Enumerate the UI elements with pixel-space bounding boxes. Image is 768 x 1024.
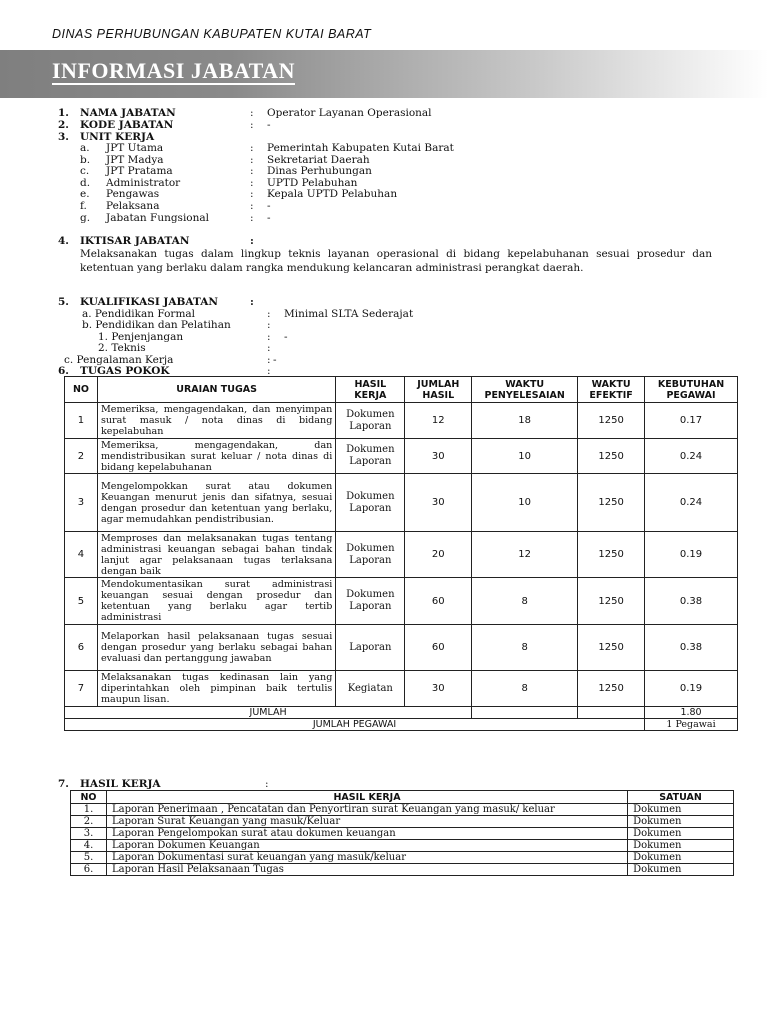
unit-label: JPT Pratama xyxy=(106,165,173,178)
table-row xyxy=(65,439,738,474)
colon: : xyxy=(265,778,269,790)
cell-uraian: Memproses dan melaksanakan tugas tentang administrasi keuangan sebagai bahan tindak lanjut agar pelaksanaan tugas terlaksana dengan baik xyxy=(97,532,335,578)
cell-no: 1 xyxy=(65,403,98,439)
cell-uraian: Mengelompokkan surat atau dokumen Keuangan menurut jenis dan sifatnya, sesuai dengan prosedur dan ketentuan yang berlaku, agar memudahkan pendistribusian. xyxy=(97,474,335,532)
penjenjangan-label: 1. Penjenjangan xyxy=(98,331,184,343)
pengalaman-value: - xyxy=(273,354,277,366)
kualifikasi-num: 5. xyxy=(58,296,69,308)
unit-letter: b. xyxy=(80,153,91,166)
cell-jumlah: 30 xyxy=(405,474,472,532)
colon: : xyxy=(250,142,254,154)
cell-waktu: 8 xyxy=(472,625,578,671)
cell-waktu: 8 xyxy=(472,578,578,625)
cell-efektif: 1250 xyxy=(578,439,645,474)
unit-value: Dinas Perhubungan xyxy=(267,165,372,178)
colon: : xyxy=(250,119,254,131)
tugas-pokok-table xyxy=(64,376,738,731)
col-no: NO xyxy=(65,377,98,403)
cell-hasil-kerja: Laporan Dokumentasi surat keuangan yang masuk/keluar xyxy=(106,852,627,864)
unit-num: 3. xyxy=(58,131,69,143)
unit-value: - xyxy=(267,211,271,224)
cell-uraian: Melaporkan hasil pelaksanaan tugas sesuai dengan prosedur yang berlaku sebagai bahan evaluasi dan pertanggung jawaban xyxy=(97,625,335,671)
unit-letter: f. xyxy=(80,200,87,212)
jumlah-pegawai-label: JUMLAH PEGAWAI xyxy=(65,719,645,731)
ikhtisar-label: IKTISAR JABATAN xyxy=(80,235,190,247)
cell-waktu: 12 xyxy=(472,532,578,578)
cell-no: 7 xyxy=(65,671,98,707)
empty-cell xyxy=(578,707,645,719)
col-hasil-kerja: HASIL KERJA xyxy=(106,791,627,804)
cell-kebutuhan: 0.19 xyxy=(645,532,738,578)
cell-hasil: Dokumen Laporan xyxy=(336,578,405,625)
jumlah-row xyxy=(65,707,738,719)
cell-efektif: 1250 xyxy=(578,625,645,671)
cell-no: 4. xyxy=(71,840,107,852)
org-header: DINAS PERHUBUNGAN KABUPATEN KUTAI BARAT xyxy=(52,27,372,41)
table-row xyxy=(71,840,734,852)
pendidikan-formal-label: a. Pendidikan Formal xyxy=(82,308,196,320)
cell-waktu: 10 xyxy=(472,439,578,474)
kode-label: KODE JABATAN xyxy=(80,119,174,131)
col-uraian: URAIAN TUGAS xyxy=(97,377,335,403)
unit-label: Pelaksana xyxy=(106,200,160,212)
table-header-row xyxy=(71,791,734,804)
cell-satuan: Dokumen xyxy=(628,852,734,864)
unit-letter: a. xyxy=(80,142,90,154)
table-row xyxy=(65,403,738,439)
colon: : xyxy=(250,211,254,224)
cell-jumlah: 20 xyxy=(405,532,472,578)
diklat-label: b. Pendidikan dan Pelatihan xyxy=(82,319,231,331)
cell-no: 6. xyxy=(71,864,107,876)
cell-no: 2. xyxy=(71,816,107,828)
table-row xyxy=(71,828,734,840)
unit-label: Pengawas xyxy=(106,188,160,201)
unit-label: Administrator xyxy=(106,176,181,189)
unit-letter: e. xyxy=(80,188,90,201)
table-row xyxy=(65,532,738,578)
cell-hasil-kerja: Laporan Surat Keuangan yang masuk/Keluar xyxy=(106,816,627,828)
cell-hasil-kerja: Laporan Penerimaan , Pencatatan dan Penyortiran surat Keuangan yang masuk/ keluar xyxy=(106,804,627,816)
unit-letter: c. xyxy=(80,165,90,178)
table-row xyxy=(65,625,738,671)
cell-efektif: 1250 xyxy=(578,532,645,578)
cell-efektif: 1250 xyxy=(578,671,645,707)
unit-label: JPT Utama xyxy=(106,142,164,154)
cell-waktu: 8 xyxy=(472,671,578,707)
table-row xyxy=(71,816,734,828)
kode-value: - xyxy=(267,119,271,131)
hasil-kerja-label: HASIL KERJA xyxy=(80,778,161,790)
colon: : xyxy=(267,319,271,331)
unit-letter: g. xyxy=(80,211,91,224)
jumlah-value: 1.80 xyxy=(645,707,738,719)
unit-letter: d. xyxy=(80,176,91,189)
cell-kebutuhan: 0.19 xyxy=(645,671,738,707)
ikhtisar-text: Melaksanakan tugas dalam lingkup teknis layanan operasional di bidang kepelabuhanan sesuai prosedur dan ketentuan yang berlaku dalam rangka mendukung kelancaran administrasi perangkat daerah. xyxy=(80,248,712,274)
cell-hasil: Laporan xyxy=(336,625,405,671)
colon: : xyxy=(267,308,271,320)
cell-hasil-kerja: Laporan Pengelompokan surat atau dokumen keuangan xyxy=(106,828,627,840)
jumlah-pegawai-value: 1 Pegawai xyxy=(645,719,738,731)
table-row xyxy=(65,578,738,625)
cell-hasil: Dokumen Laporan xyxy=(336,532,405,578)
cell-satuan: Dokumen xyxy=(628,864,734,876)
nama-value: Operator Layanan Operasional xyxy=(267,107,432,119)
cell-hasil: Dokumen Laporan xyxy=(336,439,405,474)
page-title: INFORMASI JABATAN xyxy=(52,58,295,83)
cell-no: 5. xyxy=(71,852,107,864)
table-row xyxy=(71,804,734,816)
col-waktu: WAKTU PENYELESAIAN xyxy=(472,377,578,403)
unit-label: JPT Madya xyxy=(106,153,164,166)
cell-hasil-kerja: Laporan Dokumen Keuangan xyxy=(106,840,627,852)
colon: : xyxy=(250,176,254,189)
colon: : xyxy=(267,365,271,377)
colon: : xyxy=(250,153,254,166)
cell-no: 1. xyxy=(71,804,107,816)
hasil-kerja-table xyxy=(70,790,734,876)
cell-kebutuhan: 0.17 xyxy=(645,403,738,439)
kode-num: 2. xyxy=(58,119,69,131)
cell-satuan: Dokumen xyxy=(628,840,734,852)
col-no: NO xyxy=(71,791,107,804)
colon: : xyxy=(250,296,254,308)
cell-efektif: 1250 xyxy=(578,403,645,439)
cell-kebutuhan: 0.24 xyxy=(645,474,738,532)
cell-uraian: Memeriksa, mengagendakan, dan mendistribusikan surat keluar / nota dinas di bidang kepelabuhanan xyxy=(97,439,335,474)
colon: : xyxy=(267,342,271,354)
col-satuan: SATUAN xyxy=(628,791,734,804)
kualifikasi-label: KUALIFIKASI JABATAN xyxy=(80,296,218,308)
col-efektif: WAKTU EFEKTIF xyxy=(578,377,645,403)
cell-satuan: Dokumen xyxy=(628,816,734,828)
cell-no: 4 xyxy=(65,532,98,578)
penjenjangan-value: - xyxy=(284,331,288,343)
cell-efektif: 1250 xyxy=(578,578,645,625)
cell-kebutuhan: 0.38 xyxy=(645,578,738,625)
nama-num: 1. xyxy=(58,107,69,119)
table-row xyxy=(71,852,734,864)
nama-label: NAMA JABATAN xyxy=(80,107,176,119)
unit-label: Jabatan Fungsional xyxy=(106,211,210,224)
jumlah-label: JUMLAH xyxy=(65,707,472,719)
pengalaman-label: c. Pengalaman Kerja xyxy=(64,354,174,366)
table-header-row xyxy=(65,377,738,403)
cell-satuan: Dokumen xyxy=(628,804,734,816)
cell-uraian: Memeriksa, mengagendakan, dan menyimpan surat masuk / nota dinas di bidang kepelabuhan xyxy=(97,403,335,439)
tugas-label: TUGAS POKOK xyxy=(80,365,170,377)
unit-value: Sekretariat Daerah xyxy=(267,153,370,166)
jumlah-pegawai-row xyxy=(65,719,738,731)
cell-no: 3. xyxy=(71,828,107,840)
colon: : xyxy=(250,107,254,119)
colon: : xyxy=(267,331,271,343)
empty-cell xyxy=(472,707,578,719)
colon: : xyxy=(250,235,254,247)
table-row xyxy=(65,474,738,532)
colon: : xyxy=(267,354,271,366)
cell-no: 2 xyxy=(65,439,98,474)
cell-kebutuhan: 0.38 xyxy=(645,625,738,671)
cell-no: 6 xyxy=(65,625,98,671)
cell-jumlah: 60 xyxy=(405,578,472,625)
colon: : xyxy=(250,200,254,212)
cell-no: 5 xyxy=(65,578,98,625)
cell-jumlah: 12 xyxy=(405,403,472,439)
colon: : xyxy=(250,165,254,178)
cell-hasil: Dokumen Laporan xyxy=(336,403,405,439)
ikhtisar-num: 4. xyxy=(58,235,69,247)
cell-uraian: Melaksanakan tugas kedinasan lain yang diperintahkan oleh pimpinan baik tertulis maupun lisan. xyxy=(97,671,335,707)
cell-hasil: Dokumen Laporan xyxy=(336,474,405,532)
cell-waktu: 18 xyxy=(472,403,578,439)
colon: : xyxy=(250,188,254,201)
tugas-num: 6. xyxy=(58,365,69,377)
cell-hasil: Kegiatan xyxy=(336,671,405,707)
hasil-kerja-num: 7. xyxy=(58,778,69,790)
unit-value: Kepala UPTD Pelabuhan xyxy=(267,188,398,201)
unit-value: - xyxy=(267,200,271,212)
col-kebutuhan: KEBUTUHAN PEGAWAI xyxy=(645,377,738,403)
cell-waktu: 10 xyxy=(472,474,578,532)
col-jumlah: JUMLAH HASIL xyxy=(405,377,472,403)
col-hasil: HASIL KERJA xyxy=(336,377,405,403)
table-row xyxy=(65,671,738,707)
cell-jumlah: 60 xyxy=(405,625,472,671)
unit-label: UNIT KERJA xyxy=(80,131,155,143)
cell-efektif: 1250 xyxy=(578,474,645,532)
unit-value: UPTD Pelabuhan xyxy=(267,176,358,189)
unit-value: Pemerintah Kabupaten Kutai Barat xyxy=(267,142,454,154)
cell-jumlah: 30 xyxy=(405,439,472,474)
cell-uraian: Mendokumentasikan surat administrasi keuangan sesuai dengan prosedur dan ketentuan yang berlaku agar tertib administrasi xyxy=(97,578,335,625)
cell-satuan: Dokumen xyxy=(628,828,734,840)
cell-no: 3 xyxy=(65,474,98,532)
pendidikan-formal-value: Minimal SLTA Sederajat xyxy=(284,308,414,320)
table-row xyxy=(71,864,734,876)
teknis-label: 2. Teknis xyxy=(98,342,146,354)
cell-jumlah: 30 xyxy=(405,671,472,707)
cell-hasil-kerja: Laporan Hasil Pelaksanaan Tugas xyxy=(106,864,627,876)
cell-kebutuhan: 0.24 xyxy=(645,439,738,474)
